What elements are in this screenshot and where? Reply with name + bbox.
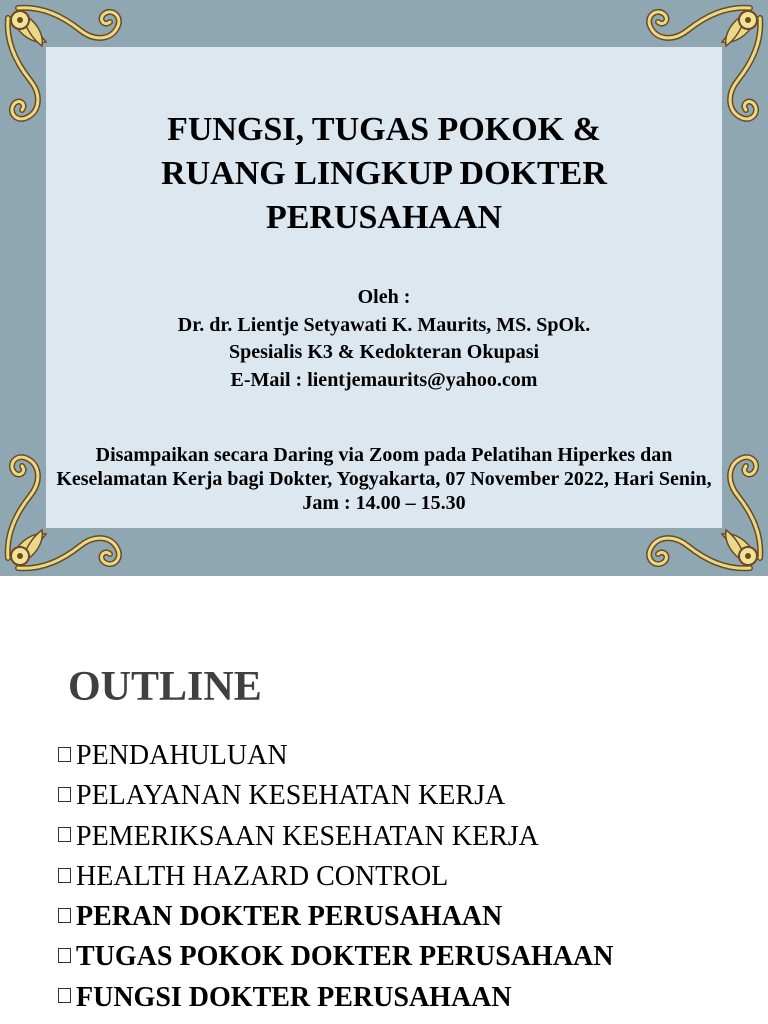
author-email: E-Mail : lientjemaurits@yahoo.com (230, 368, 538, 391)
outline-item-label: PEMERIKSAAN KESEHATAN KERJA (76, 820, 539, 852)
square-bullet-icon (58, 988, 71, 1003)
outline-list (58, 736, 614, 1018)
square-bullet-icon (58, 787, 71, 802)
square-bullet-icon (58, 868, 71, 883)
outline-heading: OUTLINE (68, 664, 262, 710)
square-bullet-icon (58, 908, 71, 923)
outline-item (58, 978, 614, 1018)
author-by-label: Oleh : (357, 286, 411, 308)
author-name: Dr. dr. Lientje Setyawati K. Maurits, MS. SpOk. (177, 313, 591, 336)
outline-item (58, 857, 614, 897)
outline-slide (0, 576, 768, 1024)
outline-item-label: HEALTH HAZARD CONTROL (76, 860, 449, 892)
square-bullet-icon (58, 827, 71, 842)
square-bullet-icon (58, 948, 71, 963)
title-line: PERUSAHAAN (265, 199, 503, 236)
slide-title (46, 108, 722, 240)
title-line: RUANG LINGKUP DOKTER (161, 155, 607, 192)
outline-item (58, 736, 614, 776)
author-specialty: Spesialis K3 & Kedokteran Okupasi (228, 341, 540, 363)
outline-item (58, 776, 614, 816)
outline-item (58, 937, 614, 977)
author-block (46, 284, 722, 394)
outline-item-label: FUNGSI DOKTER PERUSAHAAN (76, 981, 512, 1013)
outline-item-label: TUGAS POKOK DOKTER PERUSAHAAN (76, 941, 614, 973)
outline-item-label: PENDAHULUAN (76, 740, 288, 771)
title-line: FUNGSI, TUGAS POKOK & (167, 111, 601, 148)
square-bullet-icon (58, 747, 71, 762)
outline-item (58, 817, 614, 857)
outline-item-label: PERAN DOKTER PERUSAHAAN (76, 901, 503, 933)
outline-item (58, 897, 614, 937)
outline-item-label: PELAYANAN KESEHATAN KERJA (76, 780, 506, 812)
presentation-note: Disampaikan secara Daring via Zoom pada Pelatihan Hiperkes dan Keselamatan Kerja bagi Dokter, Yogyakarta, 07 November 2022, Hari Senin, Jam : 14.00 – 15.30 (56, 444, 712, 514)
